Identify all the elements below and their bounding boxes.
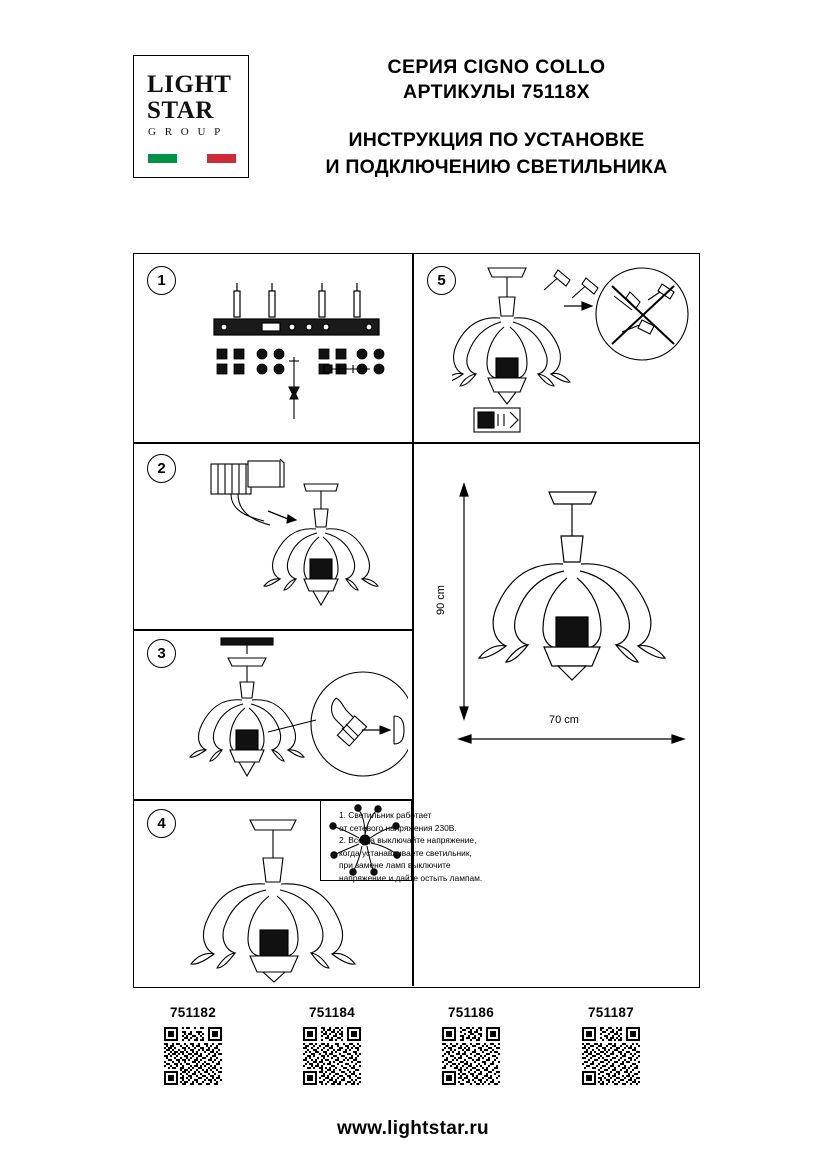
qr-code-4[interactable] xyxy=(582,1027,640,1085)
divider-h2 xyxy=(134,629,412,631)
logo-inner xyxy=(140,62,244,173)
instruction-line-1: ИНСТРУКЦИЯ ПО УСТАНОВКЕ xyxy=(348,129,645,151)
qr-item-1 xyxy=(133,1005,253,1085)
step-badge-1: 1 xyxy=(147,266,176,295)
step-badge-5: 5 xyxy=(427,266,456,295)
title-block xyxy=(293,55,700,181)
note-line-2: от сетевого напряжения 230В. xyxy=(339,822,457,833)
logo-line1: LIGHT xyxy=(147,71,232,98)
step-1-illustration xyxy=(174,269,404,429)
step-badge-3: 3 xyxy=(147,639,176,668)
header xyxy=(133,55,700,195)
dimension-illustration xyxy=(434,464,699,764)
qr-code-1[interactable] xyxy=(164,1027,222,1085)
instruction-frame xyxy=(133,253,700,988)
note-line-4: когда устанавливаете светильник, xyxy=(339,847,472,858)
qr-label-4: 751187 xyxy=(587,1005,635,1020)
note-line-3: 2. Всегда выключайте напряжение, xyxy=(339,835,477,846)
note-line-5: при замене ламп выключите xyxy=(339,860,451,871)
qr-code-row xyxy=(133,1005,700,1110)
safety-notes xyxy=(339,809,529,885)
mounting-bracket-diagram xyxy=(174,269,404,429)
safety-warning-diagram xyxy=(452,262,700,440)
height-dimension-label: 90 cm xyxy=(435,585,447,615)
step-badge-2: 2 xyxy=(147,454,176,483)
qr-label-2: 751184 xyxy=(308,1005,356,1020)
step-3-illustration xyxy=(176,632,408,794)
series-title: СЕРИЯ CIGNO COLLO xyxy=(387,56,606,78)
logo-group-text: G R O U P xyxy=(148,126,224,138)
note-line-6: напряжение и дайте остыть лампам. xyxy=(339,872,483,883)
footer-website[interactable]: www.lightstar.ru xyxy=(337,1118,489,1139)
logo-line2: STAR xyxy=(147,97,214,124)
instruction-title xyxy=(293,127,700,181)
qr-label-1: 751182 xyxy=(169,1005,217,1020)
bulb-installation-diagram xyxy=(176,632,408,794)
italy-flag-icon xyxy=(148,154,236,163)
qr-item-3 xyxy=(411,1005,531,1085)
step-badge-4: 4 xyxy=(147,809,176,838)
step-5-illustration xyxy=(452,262,700,440)
qr-code-2[interactable] xyxy=(303,1027,361,1085)
divider-h4 xyxy=(412,442,699,444)
qr-item-2 xyxy=(272,1005,392,1085)
wiring-connection-diagram xyxy=(176,449,408,627)
instruction-line-2: И ПОДКЛЮЧЕНИЮ СВЕТИЛЬНИКА xyxy=(325,156,668,178)
step-2-illustration xyxy=(176,449,408,627)
article-title: АРТИКУЛЫ 75118X xyxy=(403,81,590,103)
width-dimension-label: 70 cm xyxy=(549,714,579,726)
qr-label-3: 751186 xyxy=(447,1005,495,1020)
brand-logo xyxy=(133,55,249,178)
note-line-1: 1. Светильник работает xyxy=(339,810,432,820)
divider-h1 xyxy=(134,442,412,444)
qr-item-4 xyxy=(551,1005,671,1085)
qr-code-3[interactable] xyxy=(442,1027,500,1085)
